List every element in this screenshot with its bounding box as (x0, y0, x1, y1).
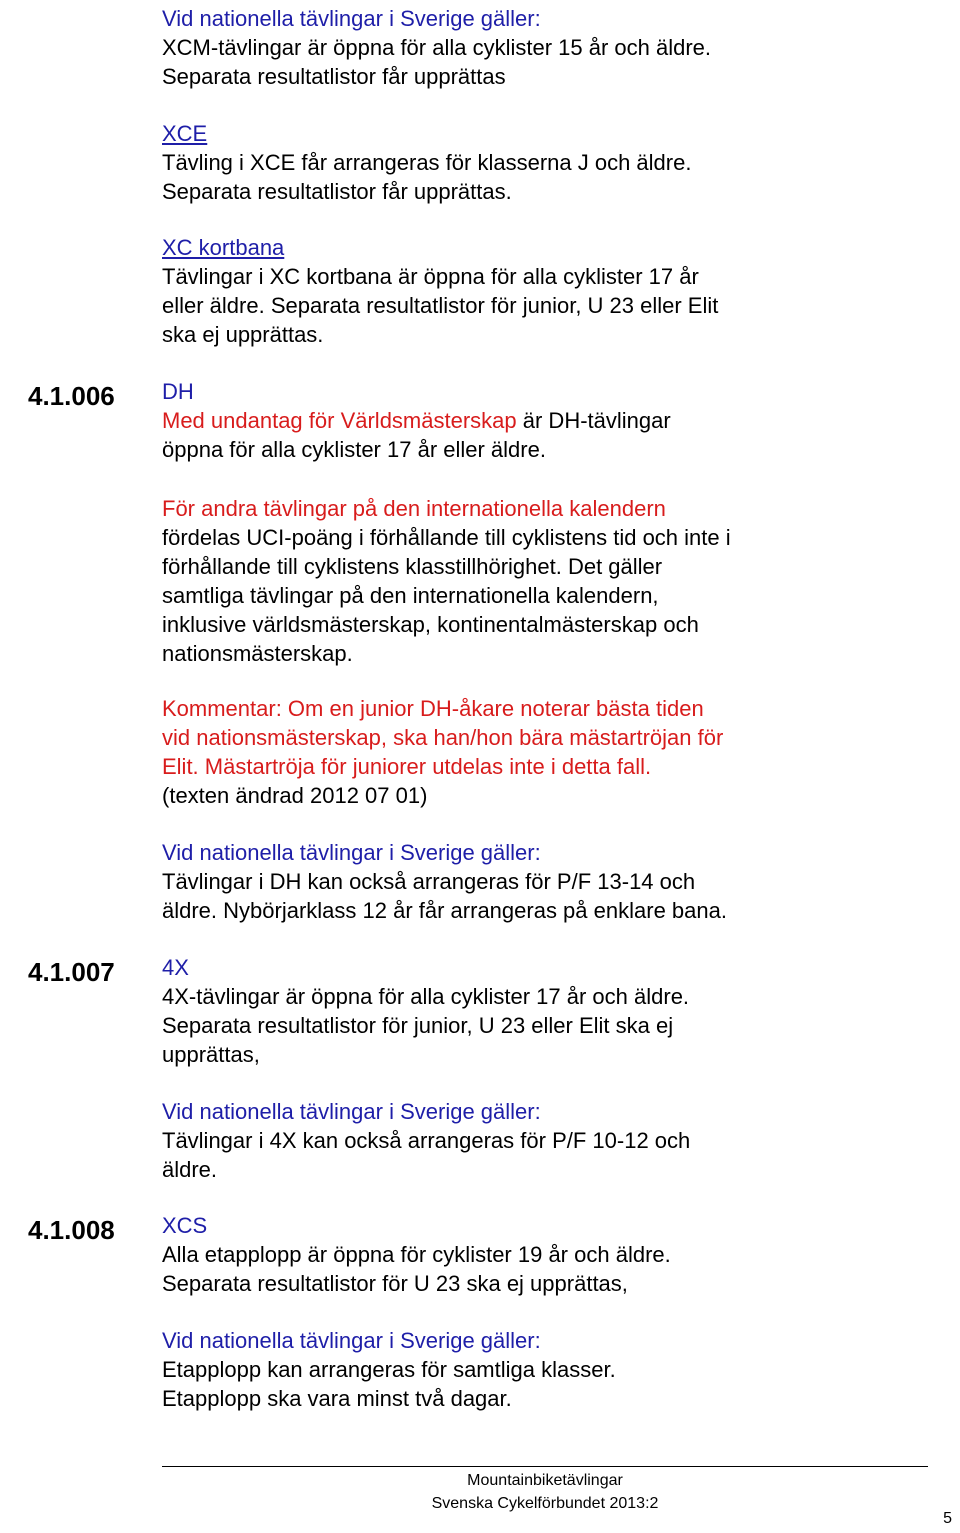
body-line: Tävling i XCE får arrangeras för klasserna J och äldre. (162, 150, 692, 175)
xce-section (162, 119, 932, 206)
fourx-national-section (162, 1097, 932, 1184)
comment-note: (texten ändrad 2012 07 01) (162, 783, 428, 808)
national-heading: Vid nationella tävlingar i Sverige gäller: (162, 1328, 541, 1353)
rule-number: 4.1.008 (28, 1215, 115, 1245)
body-line (162, 406, 932, 435)
body-line: upprättas, (162, 1042, 260, 1067)
footer-subtitle: Svenska Cykelförbundet 2013:2 (431, 1495, 659, 1512)
body-line: Tävlingar i DH kan också arrangeras för P/F 13-14 och (162, 869, 696, 894)
body-line: fördelas UCI-poäng i förhållande till cyklistens tid och inte i (162, 525, 731, 550)
body-line: Tävlingar i 4X kan också arrangeras för P/F 10-12 och (162, 1128, 691, 1153)
rule-number: 4.1.007 (28, 957, 115, 987)
section-title: XCE (162, 121, 208, 146)
comment-line: Elit. Mästartröja för juniorer utdelas inte i detta fall. (162, 754, 652, 779)
national-heading: Vid nationella tävlingar i Sverige gäller: (162, 1099, 541, 1124)
dh-national-section (162, 838, 932, 925)
body-line: Etapplopp kan arrangeras för samtliga klasser. (162, 1357, 616, 1382)
xcs-section (162, 1211, 932, 1298)
section-title: XCS (162, 1213, 208, 1238)
body-line: Etapplopp ska vara minst två dagar. (162, 1386, 512, 1411)
page-number: 5 (943, 1510, 952, 1527)
body-line: äldre. (162, 1157, 218, 1182)
body-line: Separata resultatlistor får upprättas. (162, 179, 512, 204)
highlight-text: Med undantag för Världsmästerskap (162, 408, 517, 433)
highlight-line: För andra tävlingar på den internationella kalendern (162, 496, 666, 521)
body-line: eller äldre. Separata resultatlistor för junior, U 23 eller Elit (162, 293, 719, 318)
body-line: öppna för alla cyklister 17 år eller äldre. (162, 437, 546, 462)
body-line: Separata resultatlistor får upprättas (162, 64, 506, 89)
national-heading: Vid nationella tävlingar i Sverige gäller: (162, 840, 541, 865)
dh-uci-paragraph (162, 494, 932, 668)
body-line: XCM-tävlingar är öppna för alla cyklister 15 år och äldre. (162, 35, 712, 60)
dh-comment (162, 694, 932, 810)
body-line: samtliga tävlingar på den internationella kalendern, (162, 583, 659, 608)
section-title: DH (162, 379, 194, 404)
section-title: 4X (162, 955, 189, 980)
national-heading: Vid nationella tävlingar i Sverige gäller: (162, 6, 541, 31)
section-title: XC kortbana (162, 235, 285, 260)
body-line: 4X-tävlingar är öppna för alla cyklister 17 år och äldre. (162, 984, 690, 1009)
comment-line: vid nationsmästerskap, ska han/hon bära mästartröjan för (162, 725, 724, 750)
body-line: inklusive världsmästerskap, kontinentalmästerskap och (162, 612, 699, 637)
body-line: ska ej upprättas. (162, 322, 324, 347)
body-line: Tävlingar i XC kortbana är öppna för alla cyklister 17 år (162, 264, 699, 289)
comment-line: Kommentar: Om en junior DH-åkare noterar bästa tiden (162, 696, 704, 721)
dh-section (162, 377, 932, 464)
body-line: äldre. Nybörjarklass 12 år får arrangeras på enklare bana. (162, 898, 727, 923)
body-line: Separata resultatlistor för U 23 ska ej upprättas, (162, 1271, 628, 1296)
xc-kortbana-section (162, 233, 932, 349)
body-text: är DH-tävlingar (516, 408, 671, 433)
body-line: nationsmästerskap. (162, 641, 353, 666)
body-line: Separata resultatlistor för junior, U 23 eller Elit ska ej (162, 1013, 674, 1038)
body-line: förhållande till cyklistens klasstillhörighet. Det gäller (162, 554, 663, 579)
footer-divider (162, 1466, 928, 1467)
xcs-national-section (162, 1326, 932, 1413)
rule-number: 4.1.006 (28, 381, 115, 411)
footer-title: Mountainbiketävlingar (467, 1472, 623, 1489)
xcm-national-section (162, 4, 932, 91)
body-line: Alla etapplopp är öppna för cyklister 19 år och äldre. (162, 1242, 671, 1267)
fourx-section (162, 953, 932, 1069)
